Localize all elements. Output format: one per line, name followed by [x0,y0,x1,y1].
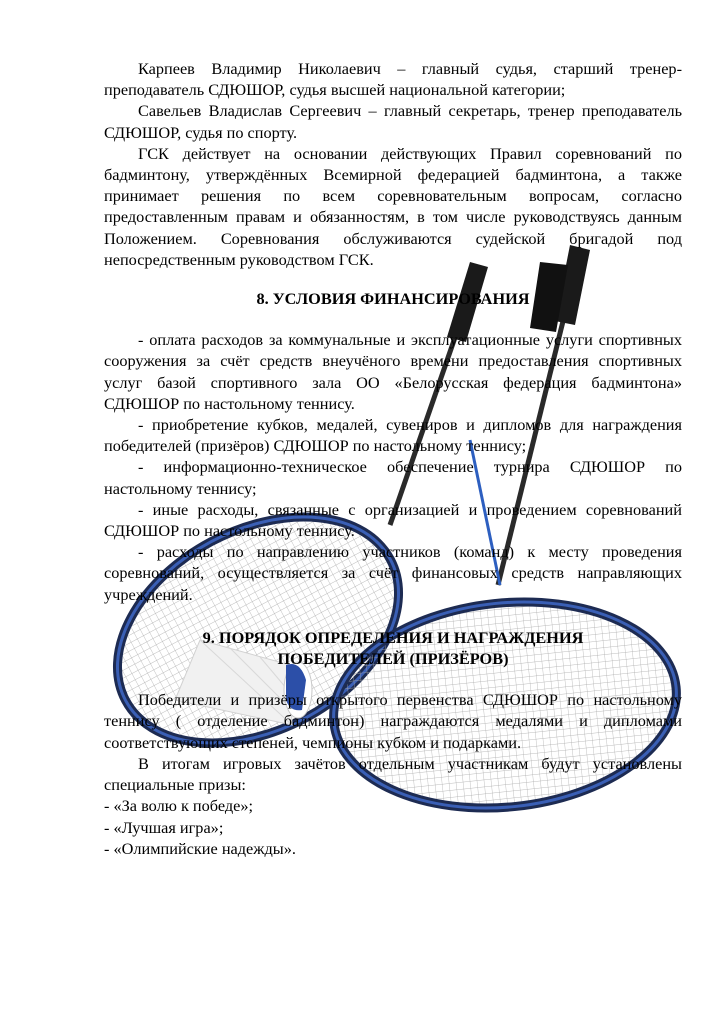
document-body [104,58,682,859]
financing-item-3: - информационно-техническое обеспечение турнира СДЮШОР по настольному теннису; [104,457,682,498]
section-8-heading: 8. УСЛОВИЯ ФИНАНСИРОВАНИЯ [256,289,530,309]
financing-item-4: - иные расходы, связанные с организацией и проведением соревнований СДЮШОР по настольному теннису. [104,499,682,541]
special-prizes-paragraph: В итогам игровых зачётов отдельным участникам будут установлены специальные призы: [104,753,682,795]
financing-item-2: - приобретение кубков, медалей, сувениров и дипломов для награждения победителей (призёров) СДЮШОР по настольному теннису; [104,415,682,456]
prize-item-3: - «Олимпийские надежды». [104,838,296,858]
judge-paragraph-2: Савельев Владислав Сергеевич – главный секретарь, тренер преподаватель СДЮШОР, судья по спорту. [104,101,682,142]
awards-paragraph: Победители и призёры открытого первенства СДЮШОР по настольному теннису ( отделение бадминтон) награждаются медалями и дипломами соответствующих степеней, чемпионы кубком и подарками. [104,690,682,752]
financing-item-5: - расходы по направлению участников (команд) к месту проведения соревнований, осуществляется за счёт финансовых средств направляющих учреждений. [104,542,682,604]
prize-item-1: - «За волю к победе»; [104,796,254,816]
financing-item-1: - оплата расходов за коммунальные и эксплуатационные услуги спортивных сооружения за счёт средств внеучёного времени предоставления спортивных услуг базой спортивного зала ОО «Белорусская федерация бадминтона» СДЮШОР по настольному теннису. [104,330,682,413]
judge-paragraph-1: Карпеев Владимир Николаевич – главный судья, старший тренер-преподаватель СДЮШОР, судья высшей национальной категории; [104,59,682,100]
prize-item-2: - «Лучшая игра»; [104,817,224,837]
gsk-paragraph: ГСК действует на основании действующих Правил соревнований по бадминтону, утверждённых Всемирной федерацией бадминтона, а также принимает решения по всем соревновательным вопросам, согласно предоставленным правам и обязанностям, в том числе руководствуясь данным Положением. Соревнования обслуживаются судейской бригадой под непосредственным руководством ГСК. [104,143,682,269]
section-9-heading: 9. ПОРЯДОК ОПРЕДЕЛЕНИЯ И НАГРАЖДЕНИЯ ПОБЕДИТЕЛЕЙ (ПРИЗЁРОВ) [202,627,584,669]
